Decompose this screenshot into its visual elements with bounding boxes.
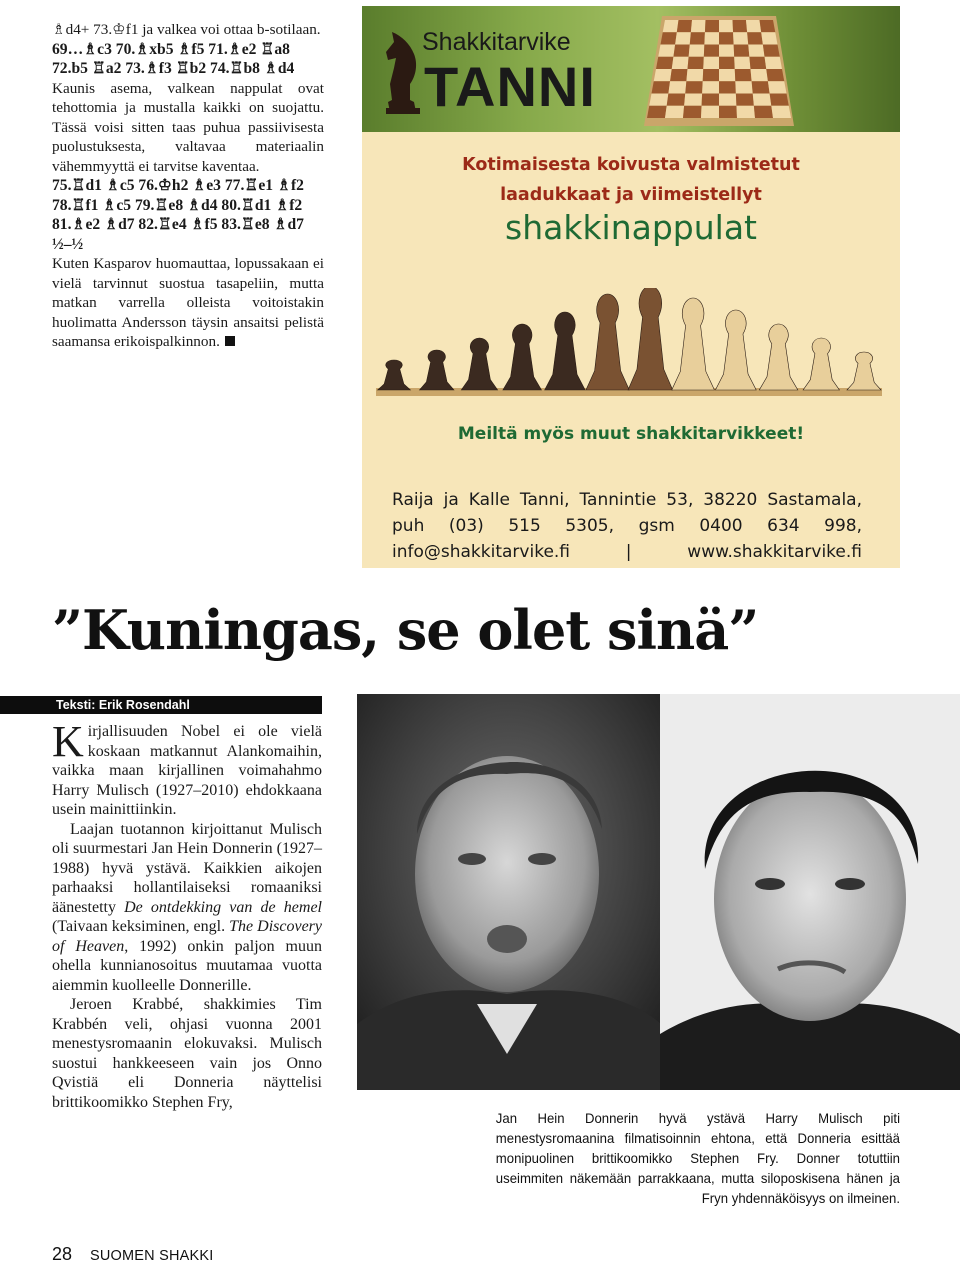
chessboard-square [719, 57, 735, 69]
chessboard-icon [644, 12, 794, 126]
chessboard-square [705, 20, 719, 32]
chess-text-line: ♗d4+ 73.♔f1 ja valkea voi ottaa b-sotilaan. [52, 21, 321, 38]
chessboard-square [736, 94, 754, 106]
ad-tagline: laadukkaat ja viimeistellyt [500, 185, 762, 205]
chessboard-square [668, 81, 686, 93]
ad-banner [362, 6, 900, 132]
chessboard-square [702, 81, 719, 93]
chess-moves: 69…♗c3 70.♗xb5 ♗f5 71.♗e2 ♖a8 72.b5 ♖a2 73.♗f3 ♖b2 74.♖b8 ♗d4 [52, 40, 295, 77]
chessboard-square [719, 69, 735, 81]
chessboard-square [747, 32, 763, 44]
chess-piece-icon [628, 288, 673, 390]
chessboard-square [753, 94, 772, 106]
chessboard-square [771, 106, 791, 118]
chessboard-square [751, 69, 768, 81]
ad-tagline: Kotimaisesta koivusta valmistetut [462, 155, 800, 175]
article-body [52, 717, 323, 1112]
chessboard-square [690, 32, 705, 44]
chessboard-square [683, 106, 702, 118]
photo-harry-mulisch [357, 694, 661, 1090]
chessboard-square [654, 69, 672, 81]
chessboard-square [765, 57, 782, 69]
ad-contact: puh (03) 515 5305, gsm 0400 634 998, [392, 516, 862, 536]
chess-piece-icon [672, 298, 715, 390]
chessboard-square [675, 32, 691, 44]
chessboard-square [704, 45, 719, 57]
chessboard-square [770, 94, 789, 106]
magazine-name: SUOMEN SHAKKI [90, 1248, 214, 1264]
chessboard-square [670, 69, 687, 81]
chess-comment [52, 254, 324, 352]
chessboard-square [719, 81, 736, 93]
end-square-icon [225, 336, 235, 346]
chess-pieces-row-icon [376, 288, 882, 400]
chessboard-square [719, 106, 737, 118]
chessboard-square [766, 69, 784, 81]
advertisement [362, 6, 900, 568]
book-title: The Discovery of Heaven [52, 918, 323, 955]
portrait-photo-icon [660, 694, 960, 1090]
chessboard-square [733, 32, 748, 44]
chess-comment: Kaunis asema, valkean nappulat ovat tehottomia ja mustalla kaikki on suojattu. Tässä voisi sitten taas puhua passiivisesta puolustuksesta, valtavaa materiaalin vähemmyyttä ei tarvitse kaventaa. [52, 79, 324, 175]
chessboard-square [684, 94, 702, 106]
chessboard-square [688, 57, 704, 69]
byline: Teksti: Erik Rosendahl [0, 696, 322, 714]
ad-contact: Raija ja Kalle Tanni, Tannintie 53, 38220 Sastamala, [392, 490, 862, 510]
chessboard-square [656, 57, 673, 69]
chessboard-square [760, 20, 776, 32]
chessboard-square [658, 45, 675, 57]
chessboard-square [672, 57, 689, 69]
paragraph-text: (Taivaan keksiminen, engl. [52, 918, 230, 935]
chess-annotation-column [52, 20, 324, 352]
chessboard-square [702, 94, 719, 106]
article-paragraph [52, 820, 322, 996]
paragraph-text: , 1992) onkin paljon muun ohella kunnianosoitus muutamaa vuotta aiemmin kuolleelle Donnerille. [52, 937, 322, 994]
chess-piece-icon [715, 310, 756, 390]
chessboard-square [649, 94, 668, 106]
chessboard-square [735, 81, 752, 93]
chessboard-square [752, 81, 770, 93]
portrait-photo-icon [357, 694, 661, 1090]
chessboard-square [761, 32, 777, 44]
chessboard-square [703, 69, 719, 81]
book-title: De ontdekking van de hemel [124, 898, 322, 916]
chessboard-square [647, 106, 667, 118]
chessboard-square [736, 106, 755, 118]
chessboard-square [719, 32, 734, 44]
chessboard-square [667, 94, 686, 106]
chessboard-square [689, 45, 705, 57]
chess-piece-icon [420, 350, 454, 390]
chessboard-square [677, 20, 692, 32]
chessboard-square [704, 32, 719, 44]
chessboard-square [719, 94, 736, 106]
photo-stephen-fry [660, 694, 960, 1090]
chessboard-square [746, 20, 761, 32]
chess-comment-text: Kuten Kasparov huomauttaa, lopussakaan ei vielä tarvinnut suostua tasapeliin, mutta matkan varrella olleista voitoistakin huolimatta Andersson täysin ansaitsi pelistä saamansa erikoispalkinnon. [52, 255, 324, 350]
chess-knight-logo-icon [380, 24, 426, 116]
chess-piece-icon [803, 338, 839, 390]
chess-piece-icon [545, 312, 585, 390]
ad-contact: info@shakkitarvike.fi | www.shakkitarvike.fi [392, 542, 862, 562]
chess-piece-icon [759, 324, 798, 390]
chessboard-square [701, 106, 719, 118]
chessboard-square [663, 20, 679, 32]
paragraph-text: irjallisuuden Nobel ei ole vielä koskaan matkannut Alankomaihin, vaikka maan kirjallinen voimahahmo Harry Mulisch (1927–2010) ehdokkaana usein mainittiinkin. [52, 723, 322, 818]
chessboard-square [768, 81, 787, 93]
chessboard-square [734, 57, 750, 69]
chess-piece-icon [378, 360, 411, 390]
chess-piece-icon [847, 352, 881, 390]
chessboard-square [665, 106, 684, 118]
article-headline: ”Kuningas, se olet sinä” [52, 598, 759, 662]
chessboard-square [703, 57, 719, 69]
chessboard-square [748, 45, 764, 57]
chessboard-square [673, 45, 689, 57]
chessboard-square [754, 106, 773, 118]
chessboard-square [719, 45, 734, 57]
chessboard-square [691, 20, 706, 32]
chessboard-square [686, 69, 703, 81]
ad-brand-small: Shakkitarvike [422, 28, 571, 56]
photo-caption: Jan Hein Donnerin hyvä ystävä Harry Mulisch piti menestysromaanina filmatisoinnin ehtona, että Donneria esittää monipuolinen brittikoomikko Stephen Fry. Donner totuttiin useimmiten näkemään parrakkaana, mutta siloposkisena hänen ja Fryn yhdennäköisyys on ilmeinen. [495, 1110, 900, 1206]
article-paragraph [52, 717, 322, 820]
chessboard-square [749, 57, 766, 69]
chessboard-square [719, 20, 733, 32]
chess-piece-icon [503, 324, 542, 390]
ad-product: shakkinappulat [505, 208, 757, 247]
chessboard-square [734, 45, 750, 57]
chessboard-square [661, 32, 677, 44]
chess-piece-icon [586, 294, 629, 390]
chessboard-square [763, 45, 780, 57]
page-number: 28 [52, 1244, 73, 1264]
chess-piece-icon [461, 338, 497, 390]
chessboard-square [652, 81, 671, 93]
ad-brand-logo: TANNI [424, 55, 596, 118]
article-paragraph: Jeroen Krabbé, shakkimies Tim Krabbén veli, ohjasi vuonna 2001 menestysromaanin elokuvaksi. Mulisch suostui hankkeeseen vain jos Onno Qvistiä eli Donneria näyttelisi brittikoomikko Stephen Fry, [52, 996, 322, 1111]
chessboard-square [685, 81, 702, 93]
chessboard-square [735, 69, 752, 81]
chessboard-square [733, 20, 748, 32]
paragraph-text: Laajan tuotannon kirjoittanut Mulisch oli suurmestari Jan Hein Donnerin (1927–1988) hyvä ystävä. Kaikkien aikojen parhaaksi hollantilaiseksi romaaniksi äänestetty [52, 820, 322, 916]
chess-moves: 75.♖d1 ♗c5 76.♔h2 ♗e3 77.♖e1 ♗f2 78.♖f1 ♗c5 79.♖e8 ♗d4 80.♖d1 ♗f2 81.♗e2 ♗d7 82.♖e4 ♗f5 83.♖e8 ♗d7 ½–½ [52, 177, 304, 253]
ad-also: Meiltä myös muut shakkitarvikkeet! [457, 424, 805, 444]
drop-cap: K [52, 717, 84, 766]
